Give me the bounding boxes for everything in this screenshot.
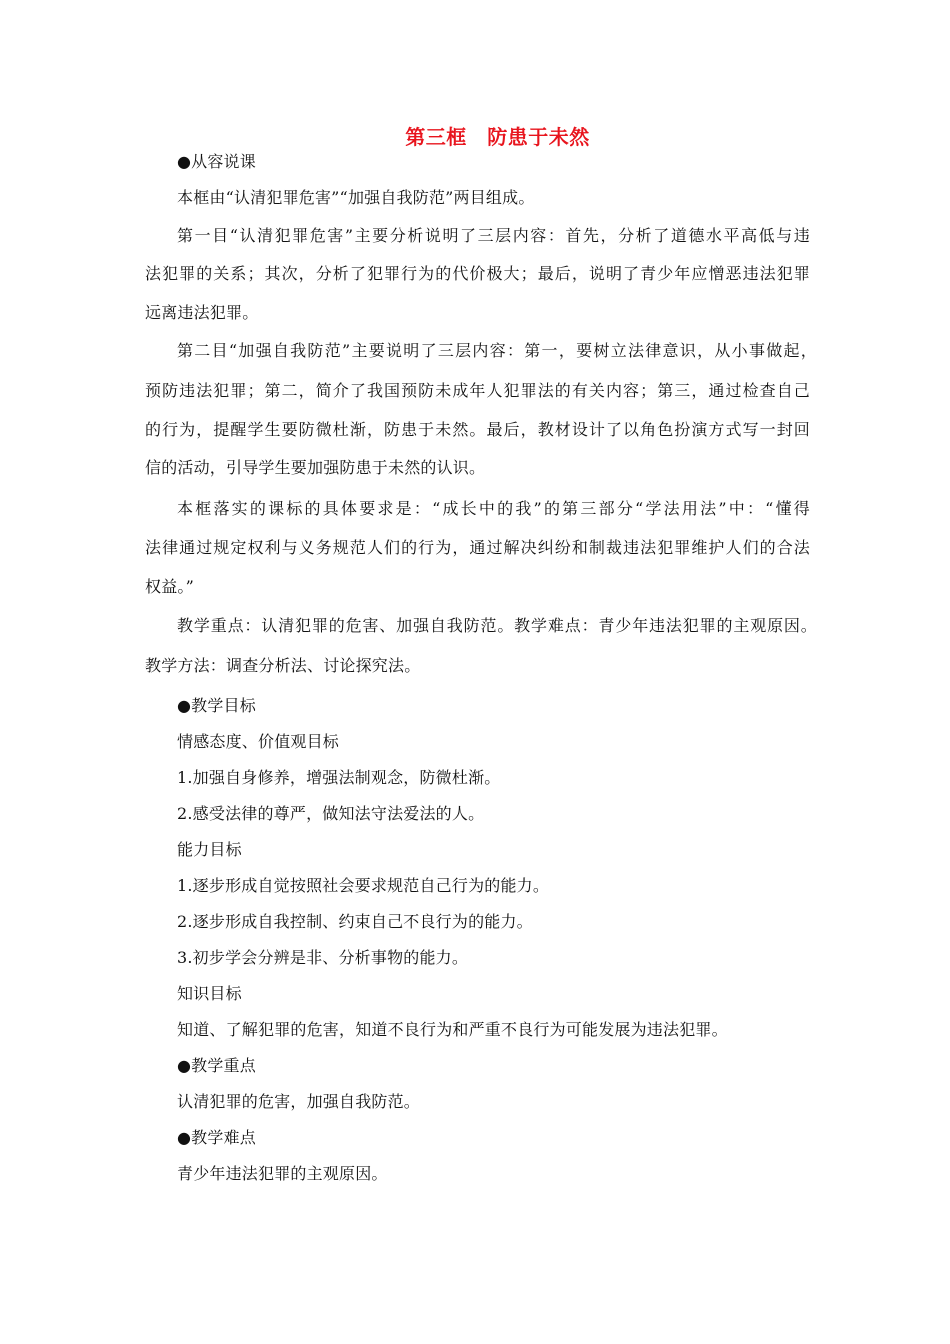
- paragraph-line: 本框由“认清犯罪危害”“加强自我防范”两目组成。: [177, 188, 535, 207]
- subheading: 知识目标: [177, 984, 242, 1003]
- paragraph-line: 教学重点：认清犯罪的危害、加强自我防范。教学难点：青少年违法犯罪的主观原因。: [177, 616, 817, 635]
- paragraph-line: 权益。”: [145, 577, 194, 596]
- paragraph-line: 教学方法：调查分析法、讨论探究法。: [145, 656, 421, 675]
- paragraph-line: 法犯罪的关系；其次，分析了犯罪行为的代价极大；最后，说明了青少年应憎恶违法犯罪: [145, 264, 810, 283]
- paragraph-line: 法律通过规定权利与义务规范人们的行为，通过解决纠纷和制裁违法犯罪维护人们的合法: [145, 538, 810, 557]
- paragraph-line: 预防违法犯罪；第二，简介了我国预防未成年人犯罪法的有关内容；第三，通过检查自己: [145, 381, 810, 400]
- subheading: 能力目标: [177, 840, 242, 859]
- list-item: 3.初步学会分辨是非、分析事物的能力。: [177, 948, 469, 967]
- section-heading-intro: ●从容说课: [177, 152, 256, 171]
- paragraph-line: 第二目“加强自我防范”主要说明了三层内容：第一，要树立法律意识，从小事做起，: [177, 341, 817, 360]
- paragraph-line: 认清犯罪的危害，加强自我防范。: [177, 1092, 421, 1111]
- paragraph-line: 信的活动，引导学生要加强防患于未然的认识。: [145, 458, 486, 477]
- paragraph-line: 远离违法犯罪。: [145, 303, 259, 322]
- page-title: 第三框 防患于未然: [405, 125, 590, 149]
- section-heading-goals: ●教学目标: [177, 696, 256, 715]
- paragraph-line: 的行为，提醒学生要防微杜渐，防患于未然。最后，教材设计了以角色扮演方式写一封回: [145, 420, 810, 439]
- paragraph-line: 青少年违法犯罪的主观原因。: [177, 1164, 388, 1183]
- list-item: 2.逐步形成自我控制、约束自己不良行为的能力。: [177, 912, 533, 931]
- list-item: 1.加强自身修养，增强法制观念，防微杜渐。: [177, 768, 501, 787]
- paragraph-line: 知道、了解犯罪的危害，知道不良行为和严重不良行为可能发展为违法犯罪。: [177, 1020, 728, 1039]
- subheading: 情感态度、价值观目标: [177, 732, 340, 751]
- section-heading-difficulties: ●教学难点: [177, 1128, 256, 1147]
- paragraph-line: 本框落实的课标的具体要求是：“成长中的我”的第三部分“学法用法”中：“懂得: [177, 499, 810, 518]
- list-item: 2.感受法律的尊严，做知法守法爱法的人。: [177, 804, 485, 823]
- section-heading-key-points: ●教学重点: [177, 1056, 256, 1075]
- list-item: 1.逐步形成自觉按照社会要求规范自己行为的能力。: [177, 876, 550, 895]
- paragraph-line: 第一目“认清犯罪危害”主要分析说明了三层内容：首先，分析了道德水平高低与违: [177, 226, 810, 245]
